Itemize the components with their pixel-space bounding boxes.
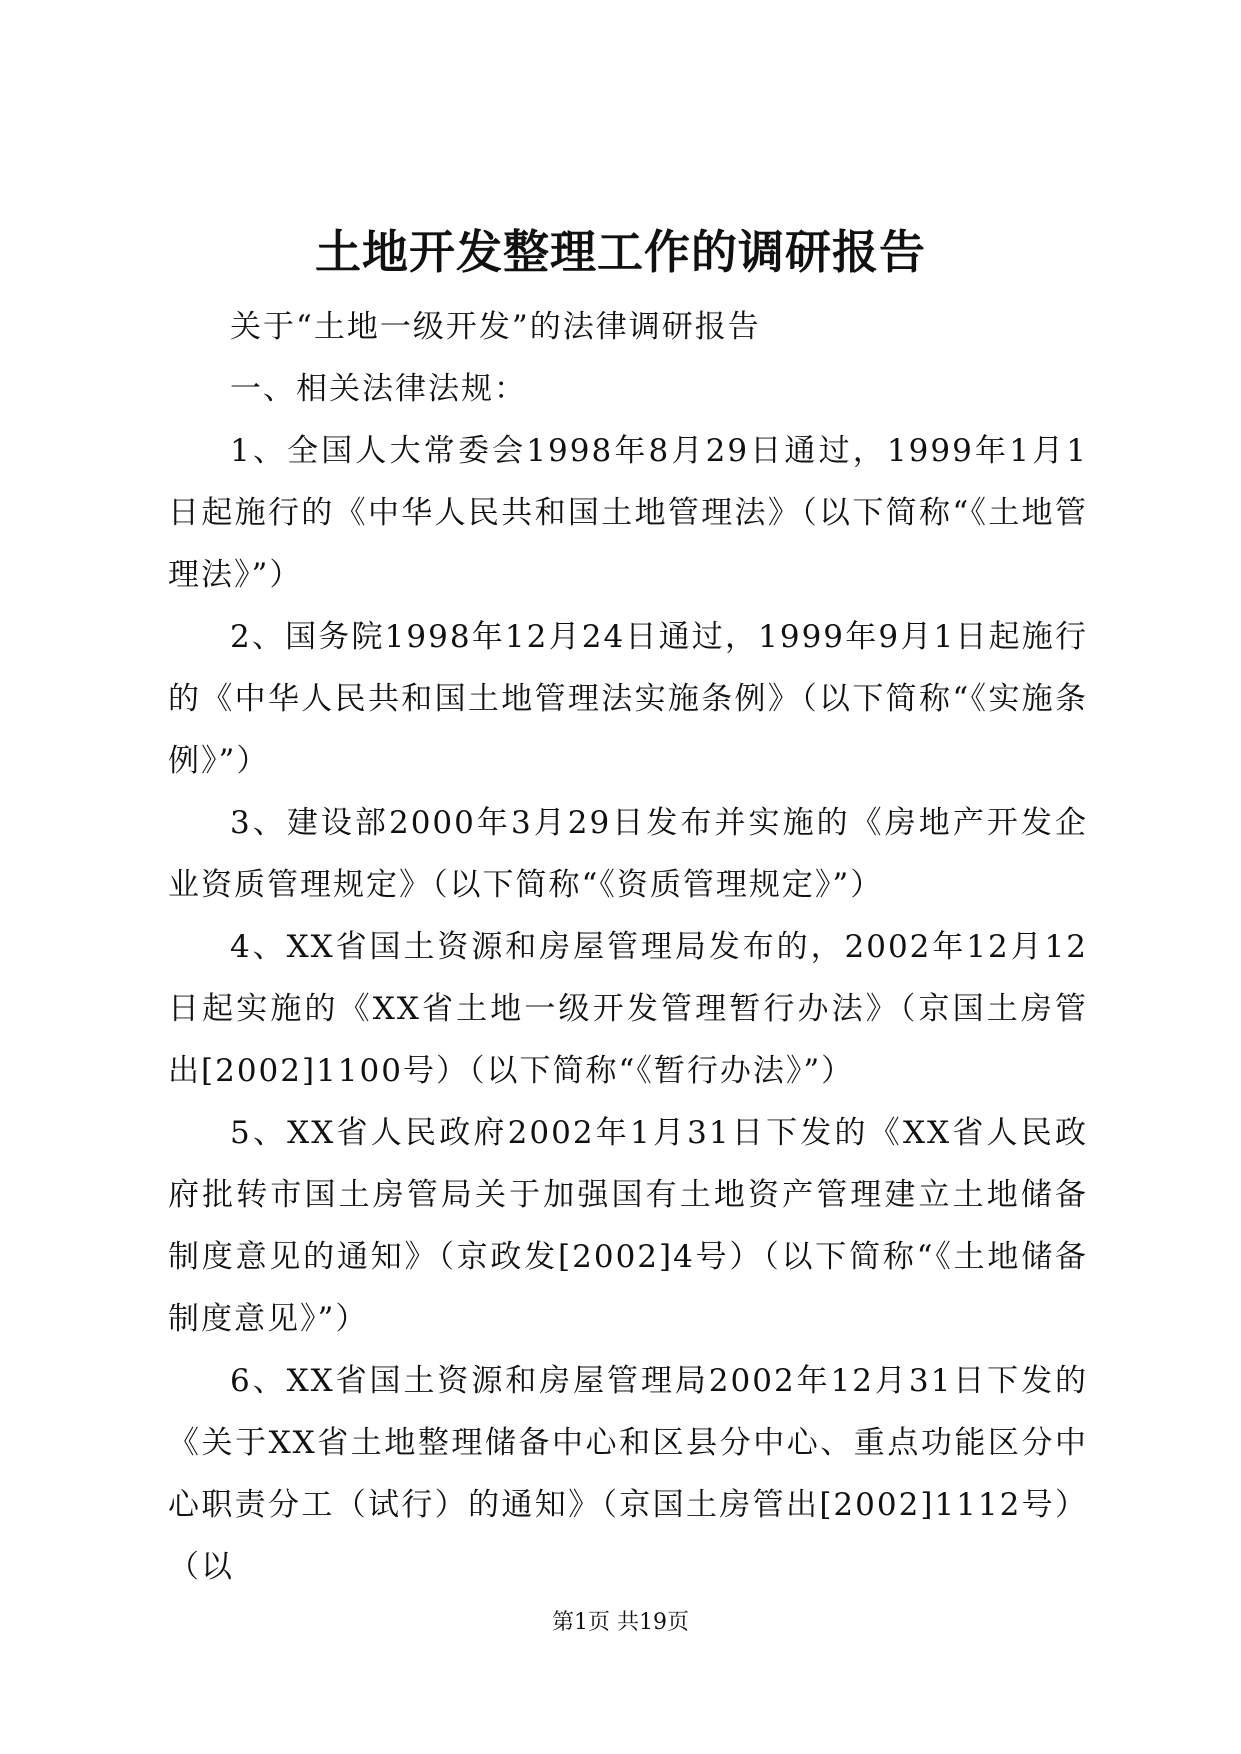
paragraph-item-4: 4、XX省国土资源和房屋管理局发布的，2002年12月12日起实施的《XX省土地一级开发管理暂行办法》（京国土房管出[2002]1100号）（以下简称“《暂行办法》”） [168, 929, 1088, 1089]
paragraph-item-2: 2、国务院1998年12月24日通过，1999年9月1日起施行的《中华人民共和国土地管理法实施条例》（以下简称“《实施条例》”） [168, 619, 1088, 779]
document-title: 土地开发整理工作的调研报告 [315, 225, 926, 279]
paragraph-item-5: 5、XX省人民政府2002年1月31日下发的《XX省人民政府批转市国土房管局关于加强国有土地资产管理建立土地储备制度意见的通知》（京政发[2002]4号）（以下简称“《土地储备制度意见》”） [168, 1115, 1088, 1337]
page-footer: 第1页 共19页 [552, 1610, 689, 1635]
paragraph-subtitle: 关于“土地一级开发”的法律调研报告 [230, 309, 761, 345]
document-body [168, 296, 1088, 1598]
paragraph-item-6: 6、XX省国土资源和房屋管理局2002年12月31日下发的《关于XX省土地整理储备中心和区县分中心、重点功能区分中心职责分工（试行）的通知》（京国土房管出[2002]1112号）（以 [168, 1363, 1088, 1585]
paragraph-item-1: 1、全国人大常委会1998年8月29日通过，1999年1月1日起施行的《中华人民共和国土地管理法》（以下简称“《土地管理法》”） [168, 433, 1088, 593]
paragraph-item-3: 3、建设部2000年3月29日发布并实施的《房地产开发企业资质管理规定》（以下简称“《资质管理规定》”） [168, 805, 1088, 903]
paragraph-section-heading: 一、相关法律法规： [230, 371, 527, 407]
